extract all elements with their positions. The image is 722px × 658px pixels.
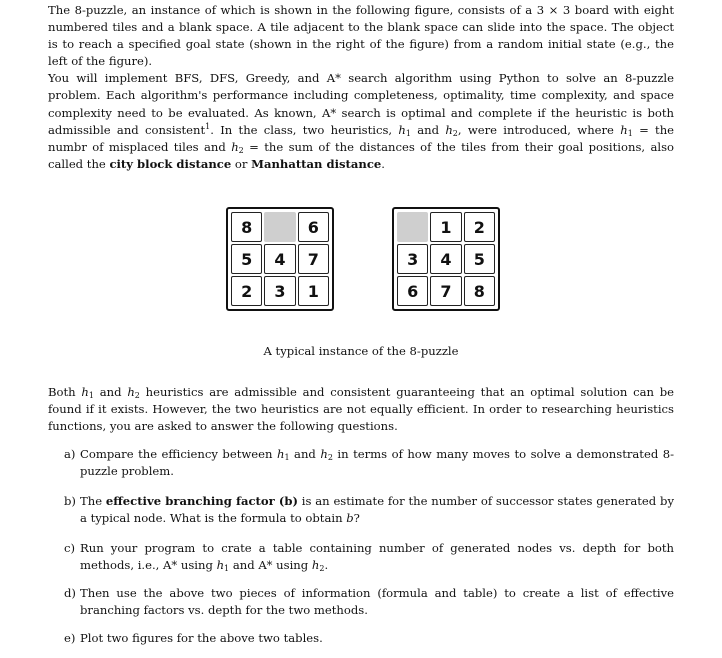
question-c <box>64 540 674 574</box>
start-tile-1: 1 <box>298 276 329 306</box>
intro-sentence-2c: , were introduced, where <box>457 122 614 137</box>
h1-symbol: $h_1$ <box>276 447 290 462</box>
start-blank-tile <box>264 212 295 242</box>
goal-tile-6: 6 <box>397 276 428 306</box>
or-word: or <box>234 156 248 171</box>
goal-blank-tile <box>397 212 428 242</box>
question-text: is an estimate for the number of successor states generated by a typical node. What is the formula to obtain <box>80 494 674 526</box>
h2-symbol: $h_2$ <box>311 558 325 574</box>
goal-tile-1: 1 <box>430 212 461 242</box>
period: . <box>381 156 385 171</box>
intro-sentence-2e: = the sum of the distances of the tiles from their goal positions, also called the <box>48 139 675 171</box>
question-b <box>64 493 674 527</box>
heuristics-text: heuristics are admissible and consistent guaranteeing that an optimal solution can be found if it exists. However, the two heuristics are not equally efficient. In order to researching heuristics functions, you are asked to answer the following questions. <box>48 385 674 434</box>
both-word: Both <box>48 385 76 399</box>
question-text: Then use the above two pieces of information (formula and table) to create a list of effective branching factors vs. depth for the two methods. <box>80 586 674 618</box>
question-text: Compare the efficiency between <box>80 447 273 461</box>
start-tile-2: 2 <box>231 276 262 306</box>
goal-tile-3: 3 <box>397 244 428 274</box>
and-word: and <box>99 385 122 399</box>
h2-symbol: $h_2$ <box>231 139 244 155</box>
goal-state-board <box>392 207 500 311</box>
h1-symbol: $h_1$ <box>620 122 633 138</box>
h1-symbol: $h_1$ <box>81 385 94 400</box>
intro-sentence-2d: = the numbr of misplaced tiles and <box>48 122 675 154</box>
question-text: Run your program to crate a table containing number of generated nodes vs. depth for both methods, i.e., A* using <box>80 541 674 573</box>
question-e <box>64 630 674 647</box>
intro-sentence-2b: . In the class, two heuristics, <box>210 122 393 137</box>
h2-symbol: $h_2$ <box>445 122 458 138</box>
h2-symbol: $h_2$ <box>320 447 333 462</box>
start-tile-4: 4 <box>264 244 295 274</box>
h2-symbol: $h_2$ <box>127 385 140 400</box>
question-mark: ? <box>353 511 360 526</box>
b-variable: b <box>346 511 354 526</box>
question-text: in terms of how many moves to solve a demonstrated 8-puzzle problem. <box>80 447 675 479</box>
goal-tile-4: 4 <box>430 244 461 274</box>
start-tile-3: 3 <box>264 276 295 306</box>
goal-tile-2: 2 <box>464 212 495 242</box>
question-d <box>64 585 674 619</box>
h1-symbol: $h_1$ <box>216 558 230 574</box>
h1-symbol: $h_1$ <box>398 122 411 138</box>
question-label: a) <box>64 447 76 461</box>
heuristics-paragraph <box>48 384 674 435</box>
question-text: and <box>294 447 316 461</box>
and-word: and <box>417 122 440 137</box>
question-label: c) <box>64 541 76 555</box>
footnote-mark: 1 <box>205 121 211 131</box>
question-text: The <box>80 494 103 508</box>
effective-branching-factor-term: effective branching factor (b) <box>105 494 298 508</box>
question-label: d) <box>64 586 76 600</box>
intro-paragraph <box>48 2 674 173</box>
city-block-term: city block distance <box>109 156 232 171</box>
intro-sentence-1: The 8-puzzle, an instance of which is shown in the following figure, consists of a 3 × 3 board with eight numbered tiles and a blank space. A tile adjacent to the blank space can slide into the space. The object is to reach a specified goal state (shown in the right of the figure) from a random initial state (e.g., the left of the figure). <box>48 3 674 69</box>
intro-sentence-2a: You will implement BFS, DFS, Greedy, and A* search algorithm using Python to solve an 8-puzzle problem. Each algorithm's performance including completeness, optimality, time complexity, and space complexity need to be evaluated. As known, A* search is optimal and complete if the heuristic is both admissible and consistent <box>48 71 674 137</box>
start-tile-7: 7 <box>298 244 329 274</box>
manhattan-term: Manhattan distance <box>251 156 382 171</box>
goal-tile-7: 7 <box>430 276 461 306</box>
start-tile-8: 8 <box>231 212 262 242</box>
question-label: e) <box>64 631 76 645</box>
question-label: b) <box>64 494 76 508</box>
start-tile-6: 6 <box>298 212 329 242</box>
start-tile-5: 5 <box>231 244 262 274</box>
period: . <box>324 558 329 573</box>
question-text: Plot two figures for the above two tables. <box>80 631 323 645</box>
start-state-board <box>226 207 334 311</box>
figure-caption: A typical instance of the 8-puzzle <box>263 344 459 358</box>
question-text: and A* using <box>232 558 309 573</box>
goal-tile-8: 8 <box>464 276 495 306</box>
question-a <box>64 446 674 480</box>
goal-tile-5: 5 <box>464 244 495 274</box>
